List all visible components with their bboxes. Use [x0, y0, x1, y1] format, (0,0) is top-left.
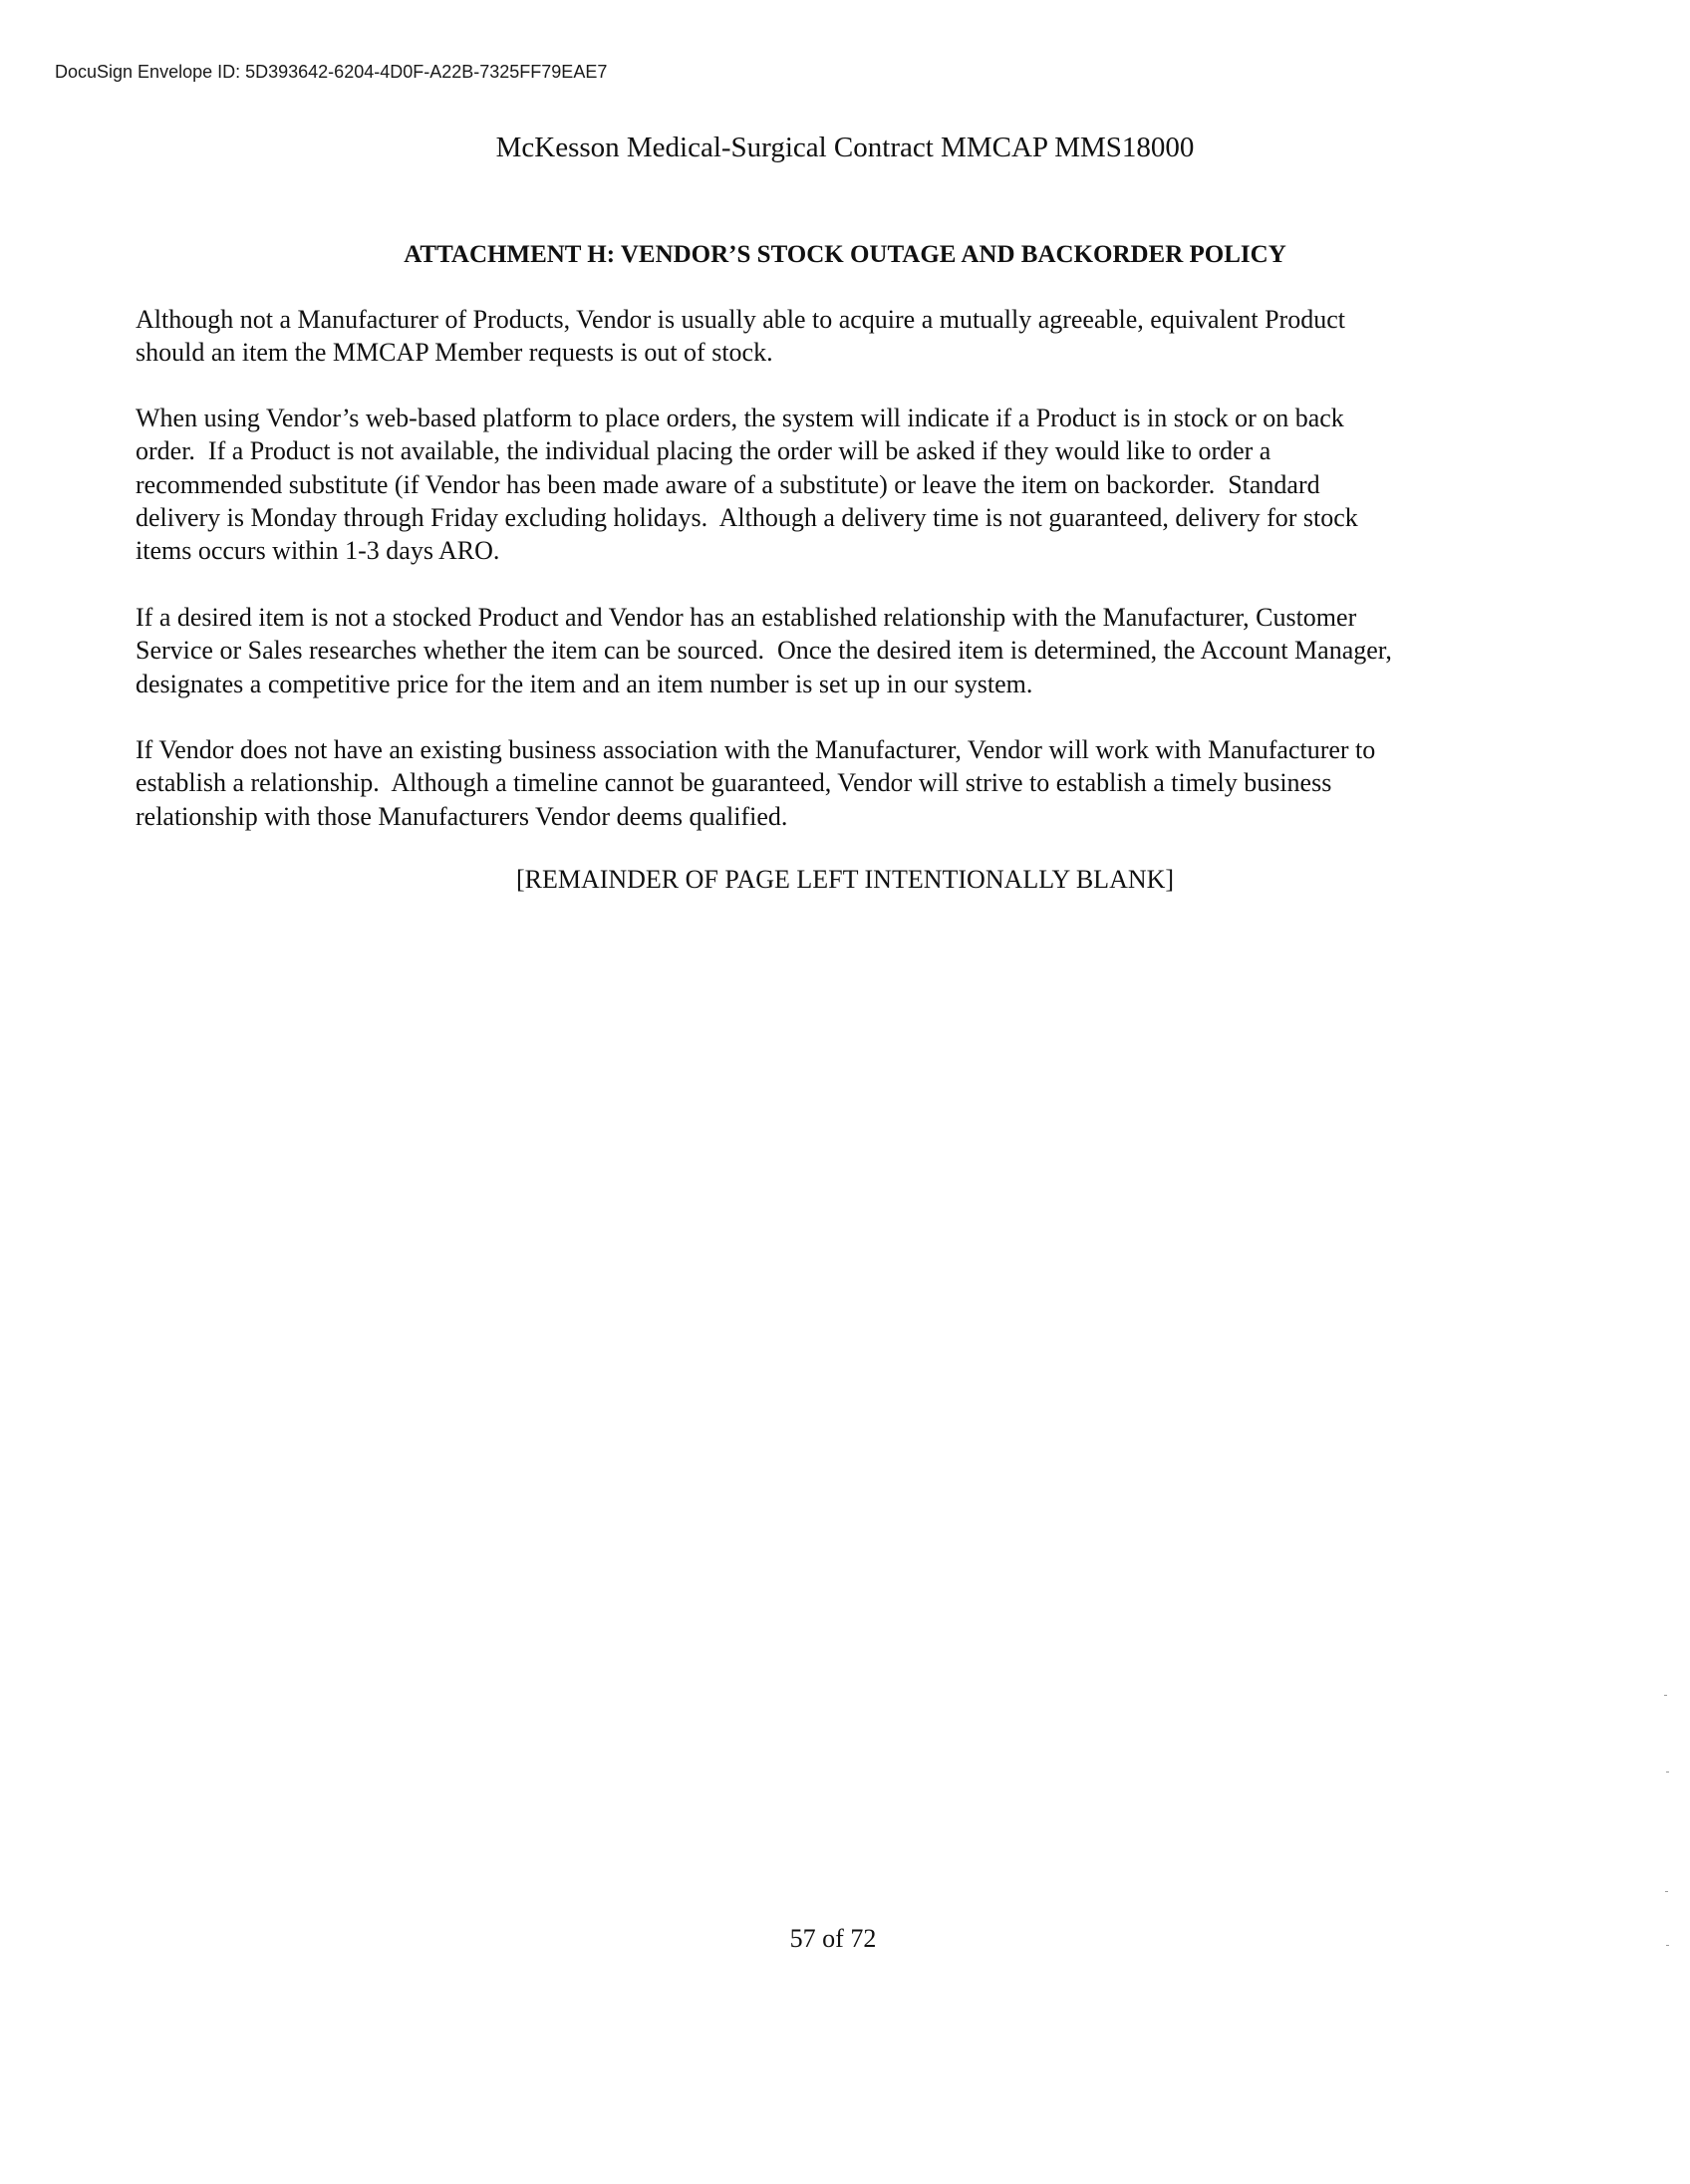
- paragraph-line: recommended substitute (if Vendor has been made aware of a substitute) or leave the item on backorder. Standard: [136, 469, 1320, 499]
- scan-mark: [1666, 1945, 1669, 1946]
- scan-mark: [1664, 1695, 1667, 1696]
- paragraph-line: should an item the MMCAP Member requests is out of stock.: [136, 338, 773, 368]
- contract-title: McKesson Medical-Surgical Contract MMCAP MMS18000: [495, 132, 1195, 163]
- paragraph-line: If a desired item is not a stocked Product and Vendor has an established relationship with the Manufacturer, Customer: [136, 603, 1357, 632]
- paragraph-web-ordering: [136, 402, 1590, 567]
- scan-mark: [1666, 1772, 1669, 1773]
- paragraph-equivalent-product: [136, 303, 1590, 370]
- paragraph-new-manufacturer: [136, 733, 1590, 833]
- attachment-heading: ATTACHMENT H: VENDOR’S STOCK OUTAGE AND BACKORDER POLICY: [404, 241, 1286, 268]
- remainder-blank-note: [REMAINDER OF PAGE LEFT INTENTIONALLY BLANK]: [515, 865, 1175, 894]
- paragraph-line: Although not a Manufacturer of Products, Vendor is usually able to acquire a mutually agreeable, equivalent Product: [136, 305, 1345, 334]
- paragraph-line: Service or Sales researches whether the item can be sourced. Once the desired item is determined, the Account Manager,: [136, 636, 1392, 666]
- page-number: 57 of 72: [789, 1924, 877, 1953]
- paragraph-line: delivery is Monday through Friday excluding holidays. Although a delivery time is not guaranteed, delivery for stock: [136, 502, 1358, 532]
- paragraph-line: establish a relationship. Although a timeline cannot be guaranteed, Vendor will strive to establish a timely business: [136, 768, 1332, 798]
- paragraph-line: If Vendor does not have an existing business association with the Manufacturer, Vendor will work with Manufacturer to: [136, 735, 1376, 764]
- paragraph-line: order. If a Product is not available, the individual placing the order will be asked if they would like to order a: [136, 436, 1271, 466]
- paragraph-line: relationship with those Manufacturers Vendor deems qualified.: [136, 801, 788, 831]
- paragraph-line: When using Vendor’s web-based platform to place orders, the system will indicate if a Product is in stock or on back: [136, 404, 1344, 432]
- paragraph-line: items occurs within 1-3 days ARO.: [136, 536, 500, 566]
- paragraph-non-stocked-item: [136, 601, 1590, 700]
- docusign-envelope-id: DocuSign Envelope ID: 5D393642-6204-4D0F-A22B-7325FF79EAE7: [55, 62, 608, 82]
- scan-mark: [1665, 1891, 1668, 1892]
- paragraph-line: designates a competitive price for the item and an item number is set up in our system.: [136, 669, 1033, 698]
